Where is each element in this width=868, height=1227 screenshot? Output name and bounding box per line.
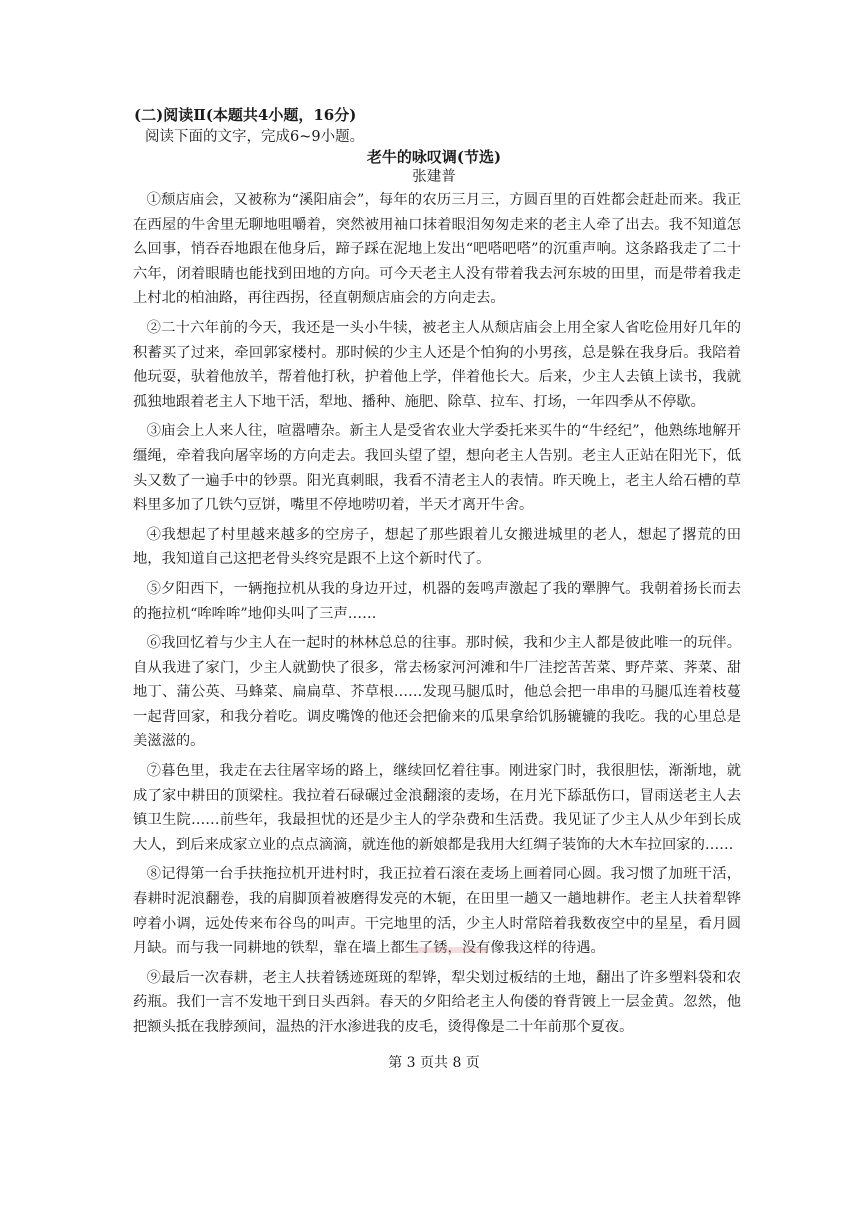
section-header: (二)阅读Ⅱ(本题共4小题，16分) [134, 106, 357, 124]
paragraph-5: ⑤夕阳西下，一辆拖拉机从我的身边开过，机器的轰鸣声激起了我的犟脾气。我朝着扬长而去的拖拉机“哞哞哞”地仰头叫了三声…… [133, 580, 741, 622]
paragraph-6: ⑥我回忆着与少主人在一起时的林林总总的往事。那时候，我和少主人都是彼此唯一的玩伴。自从我进了家门，少主人就勤快了很多，常去杨家河河滩和牛厂洼挖苦苦菜、野芹菜、荠菜、甜地丁、蒲公英、马蜂菜、扁扁草、芥草根……发现马腿瓜时，他总会把一串串的马腿瓜连着枝蔓一起背回家，和我分着吃。调皮嘴馋的他还会把偷来的瓜果拿给饥肠辘辘的我吃。我的心里总是美滋滋的。 [133, 635, 741, 750]
article-body [133, 188, 741, 1045]
watermark-stamp [410, 944, 490, 956]
paragraph-7: ⑦暮色里，我走在去往屠宰场的路上，继续回忆着往事。刚进家门时，我很胆怯，渐渐地，就成了家中耕田的顶梁柱。我拉着石碌碾过金浪翻滚的麦场，在月光下舔舐伤口，冒雨送老主人去镇卫生院……前些年，我最担忧的还是少主人的学杂费和生活费。我见证了少主人从少年到长成大人，到后来成家立业的点点滴滴，就连他的新娘都是我用大红绸子装饰的大木车拉回家的…… [133, 763, 741, 853]
paragraph-4: ④我想起了村里越来越多的空房子，想起了那些跟着儿女搬进城里的老人，想起了撂荒的田地，我知道自己这把老骨头终究是跟不上这个新时代了。 [133, 526, 741, 568]
paragraph-3: ③庙会上人来人往，喧嚣嘈杂。新主人是受省农业大学委托来买牛的“牛经纪”，他熟练地解开缰绳，牵着我向屠宰场的方向走去。我回头望了望，想向老主人告别。老主人正站在阳光下，低头又数了一遍手中的钞票。阳光真刺眼，我看不清老主人的表情。昨天晚上，老主人给石槽的草料里多加了几铁勺豆饼，嘴里不停地唠叨着，半天才离开牛舍。 [133, 423, 741, 514]
paragraph-9: ⑨最后一次春耕，老主人扶着锈迹斑斑的犁铧，犁尖划过板结的土地，翻出了许多塑料袋和农药瓶。我们一言不发地干到日头西斜。春天的夕阳给老主人佝偻的脊背镀上一层金黄。忽然，他把额头抵在我脖颈间，温热的汗水渗进我的皮毛，烫得像是二十年前那个夏夜。 [133, 969, 741, 1035]
paragraph-1: ①颓店庙会，又被称为“溪阳庙会”，每年的农历三月三，方圆百里的百姓都会赶赴而来。我正在西屋的牛舍里无聊地咀嚼着，突然被用袖口抹着眼泪匆匆走来的老主人牵了出去。我不知道怎么回事，悄吞吞地跟在他身后，蹄子踩在泥地上发出“吧嗒吧嗒”的沉重声响。这条路我走了二十六年，闭着眼睛也能找到田地的方向。可今天老主人没有带着我去河东坡的田里，而是带着我走上村北的柏油路，再往西拐，径直朝颓店庙会的方向走去。 [133, 192, 741, 307]
page-number: 第 3 页共 8 页 [388, 1055, 480, 1071]
article-author: 张建普 [412, 169, 456, 185]
paragraph-8: ⑧记得第一台手扶拖拉机开进村时，我正拉着石滚在麦场上画着同心圆。我习惯了加班干活，春耕时泥浪翻卷，我的肩脚顶着被磨得发亮的木轭，在田里一趟又一趟地耕作。老主人扶着犁铧哼着小调，远处传来布谷鸟的叫声。干完地里的活，少主人时常陪着我数夜空中的星星，看月圆月缺。而与我一同耕地的铁犁，靠在墙上都生了锈，没有像我这样的待遇。 [133, 866, 741, 957]
article-title: 老牛的咏叹调(节选) [366, 148, 502, 166]
paragraph-2: ②二十六年前的今天，我还是一头小牛犊，被老主人从颓店庙会上用全家人省吃俭用好几年的积蓄买了过来，牵回郭家楼村。那时候的少主人还是个怕狗的小男孩，总是躲在我身后。我陪着他玩耍，驮着他放羊，帮着他打秋，护着他上学，伴着他长大。后来，少主人去镇上读书，我就孤独地跟着老主人下地干活，犁地、播种、施肥、除草、拉车、打场，一年四季从不停歇。 [133, 319, 741, 410]
section-instruction: 阅读下面的文字，完成6~9小题。 [145, 129, 365, 145]
